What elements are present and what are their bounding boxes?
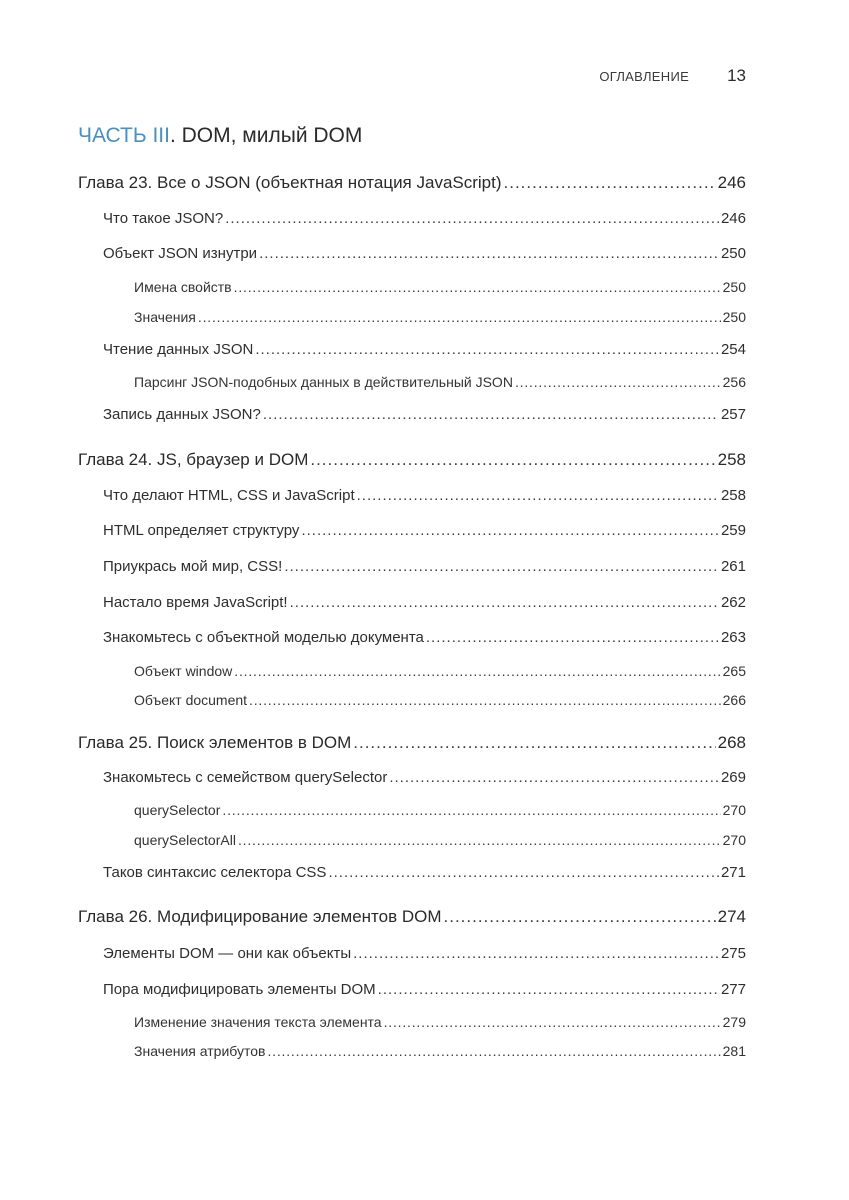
toc-entry-page: 250 [722, 309, 746, 325]
toc-section [103, 945, 746, 962]
toc-entry-label: Приукрась мой мир, CSS! [103, 558, 283, 575]
toc-entry-label: Глава 24. JS, браузер и DOM [78, 450, 309, 469]
toc-subsection [134, 802, 746, 818]
toc-entry-page: 254 [720, 341, 746, 358]
page-number: 13 [727, 66, 746, 85]
part-label: ЧАСТЬ III [78, 124, 170, 147]
dot-leader [384, 1014, 721, 1030]
toc-entry-label: Глава 25. Поиск элементов в DOM [78, 733, 352, 752]
part-name: . DOM, милый DOM [169, 124, 363, 147]
dot-leader [444, 907, 716, 927]
toc-entry-label: Объект window [134, 663, 233, 679]
dot-leader [515, 374, 721, 390]
toc-chapter-23 [78, 173, 746, 193]
toc-entry-label: Что такое JSON? [103, 210, 224, 227]
running-header [0, 66, 746, 86]
toc-entry-page: 270 [722, 802, 746, 818]
toc-subsection [134, 279, 746, 295]
toc-entry-page: 274 [717, 907, 746, 926]
toc-section [103, 487, 746, 504]
toc-entry-label: Объект JSON изнутри [103, 245, 258, 262]
toc-entry-label: Элементы DOM — они как объекты [103, 945, 352, 962]
toc-chapter-26 [78, 907, 746, 927]
dot-leader [263, 406, 719, 423]
toc-entry-page: 275 [720, 945, 746, 962]
toc-subsection [134, 832, 746, 848]
dot-leader [234, 279, 721, 295]
toc-entry-page: 250 [720, 245, 746, 262]
toc-entry-page: 266 [722, 692, 746, 708]
toc-entry-page: 256 [722, 374, 746, 390]
toc-entry-label: Изменение значения текста элемента [134, 1014, 382, 1030]
toc-entry-page: 258 [717, 450, 746, 469]
toc-section [103, 406, 746, 423]
toc-entry-label: Имена свойств [134, 279, 232, 295]
dot-leader [426, 629, 719, 646]
toc-section [103, 210, 746, 227]
toc-subsection [134, 374, 746, 390]
toc-section [103, 594, 746, 611]
dot-leader [353, 733, 715, 753]
toc-section [103, 769, 746, 786]
toc-entry-page: 270 [722, 832, 746, 848]
toc-chapter-25 [78, 733, 746, 753]
toc-section [103, 245, 746, 262]
toc-section [103, 629, 746, 646]
dot-leader [378, 981, 719, 998]
toc-entry-label: querySelector [134, 802, 221, 818]
toc-subsection [134, 692, 746, 708]
toc-subsection [134, 663, 746, 679]
dot-leader [238, 832, 721, 848]
toc-entry-label: Настало время JavaScript! [103, 594, 288, 611]
toc-entry-label: Знакомьтесь с семейством querySelector [103, 769, 388, 786]
toc-entry-page: 265 [722, 663, 746, 679]
dot-leader [234, 663, 720, 679]
toc-entry-page: 281 [722, 1043, 746, 1059]
part-title [78, 124, 362, 148]
toc-entry-page: 246 [717, 173, 746, 192]
toc-section [103, 558, 746, 575]
toc-section [103, 864, 746, 881]
dot-leader [328, 864, 719, 881]
dot-leader [353, 945, 719, 962]
dot-leader [198, 309, 721, 325]
dot-leader [357, 487, 719, 504]
toc-entry-label: Пора модифицировать элементы DOM [103, 981, 376, 998]
toc-chapter-24 [78, 450, 746, 470]
toc-entry-page: 257 [720, 406, 746, 423]
dot-leader [389, 769, 719, 786]
toc-entry-page: 269 [720, 769, 746, 786]
toc-entry-label: HTML определяет структуру [103, 522, 300, 539]
toc-entry-label: querySelectorAll [134, 832, 236, 848]
toc-entry-label: Запись данных JSON? [103, 406, 261, 423]
dot-leader [290, 594, 719, 611]
toc-subsection [134, 309, 746, 325]
toc-entry-page: 261 [720, 558, 746, 575]
toc-entry-label: Значения атрибутов [134, 1043, 266, 1059]
toc-entry-label: Знакомьтесь с объектной моделью документа [103, 629, 424, 646]
dot-leader [310, 450, 715, 470]
toc-entry-page: 271 [720, 864, 746, 881]
toc-entry-page: 262 [720, 594, 746, 611]
toc-entry-label: Что делают HTML, CSS и JavaScript [103, 487, 355, 504]
toc-entry-page: 263 [720, 629, 746, 646]
dot-leader [504, 173, 716, 193]
toc-entry-page: 279 [722, 1014, 746, 1030]
dot-leader [301, 522, 719, 539]
running-title: ОГЛАВЛЕНИЕ [599, 69, 690, 84]
dot-leader [222, 802, 720, 818]
toc-entry-label: Парсинг JSON-подобных данных в действительный JSON [134, 374, 513, 390]
dot-leader [249, 692, 721, 708]
dot-leader [267, 1043, 720, 1059]
dot-leader [255, 341, 719, 358]
toc-section [103, 522, 746, 539]
toc-entry-page: 246 [720, 210, 746, 227]
toc-entry-page: 259 [720, 522, 746, 539]
toc-entry-page: 258 [720, 487, 746, 504]
dot-leader [225, 210, 719, 227]
toc-entry-label: Значения [134, 309, 196, 325]
dot-leader [284, 558, 719, 575]
toc-entry-page: 250 [722, 279, 746, 295]
dot-leader [259, 245, 719, 262]
toc-entry-label: Глава 23. Все о JSON (объектная нотация JavaScript) [78, 173, 502, 192]
toc-entry-label: Таков синтаксис селектора CSS [103, 864, 327, 881]
toc-subsection [134, 1014, 746, 1030]
toc-section [103, 341, 746, 358]
toc-entry-page: 277 [720, 981, 746, 998]
toc-entry-label: Объект document [134, 692, 248, 708]
toc-entry-label: Чтение данных JSON [103, 341, 254, 358]
toc-entry-page: 268 [717, 733, 746, 752]
toc-entry-label: Глава 26. Модифицирование элементов DOM [78, 907, 442, 926]
toc-section [103, 981, 746, 998]
toc-subsection [134, 1043, 746, 1059]
